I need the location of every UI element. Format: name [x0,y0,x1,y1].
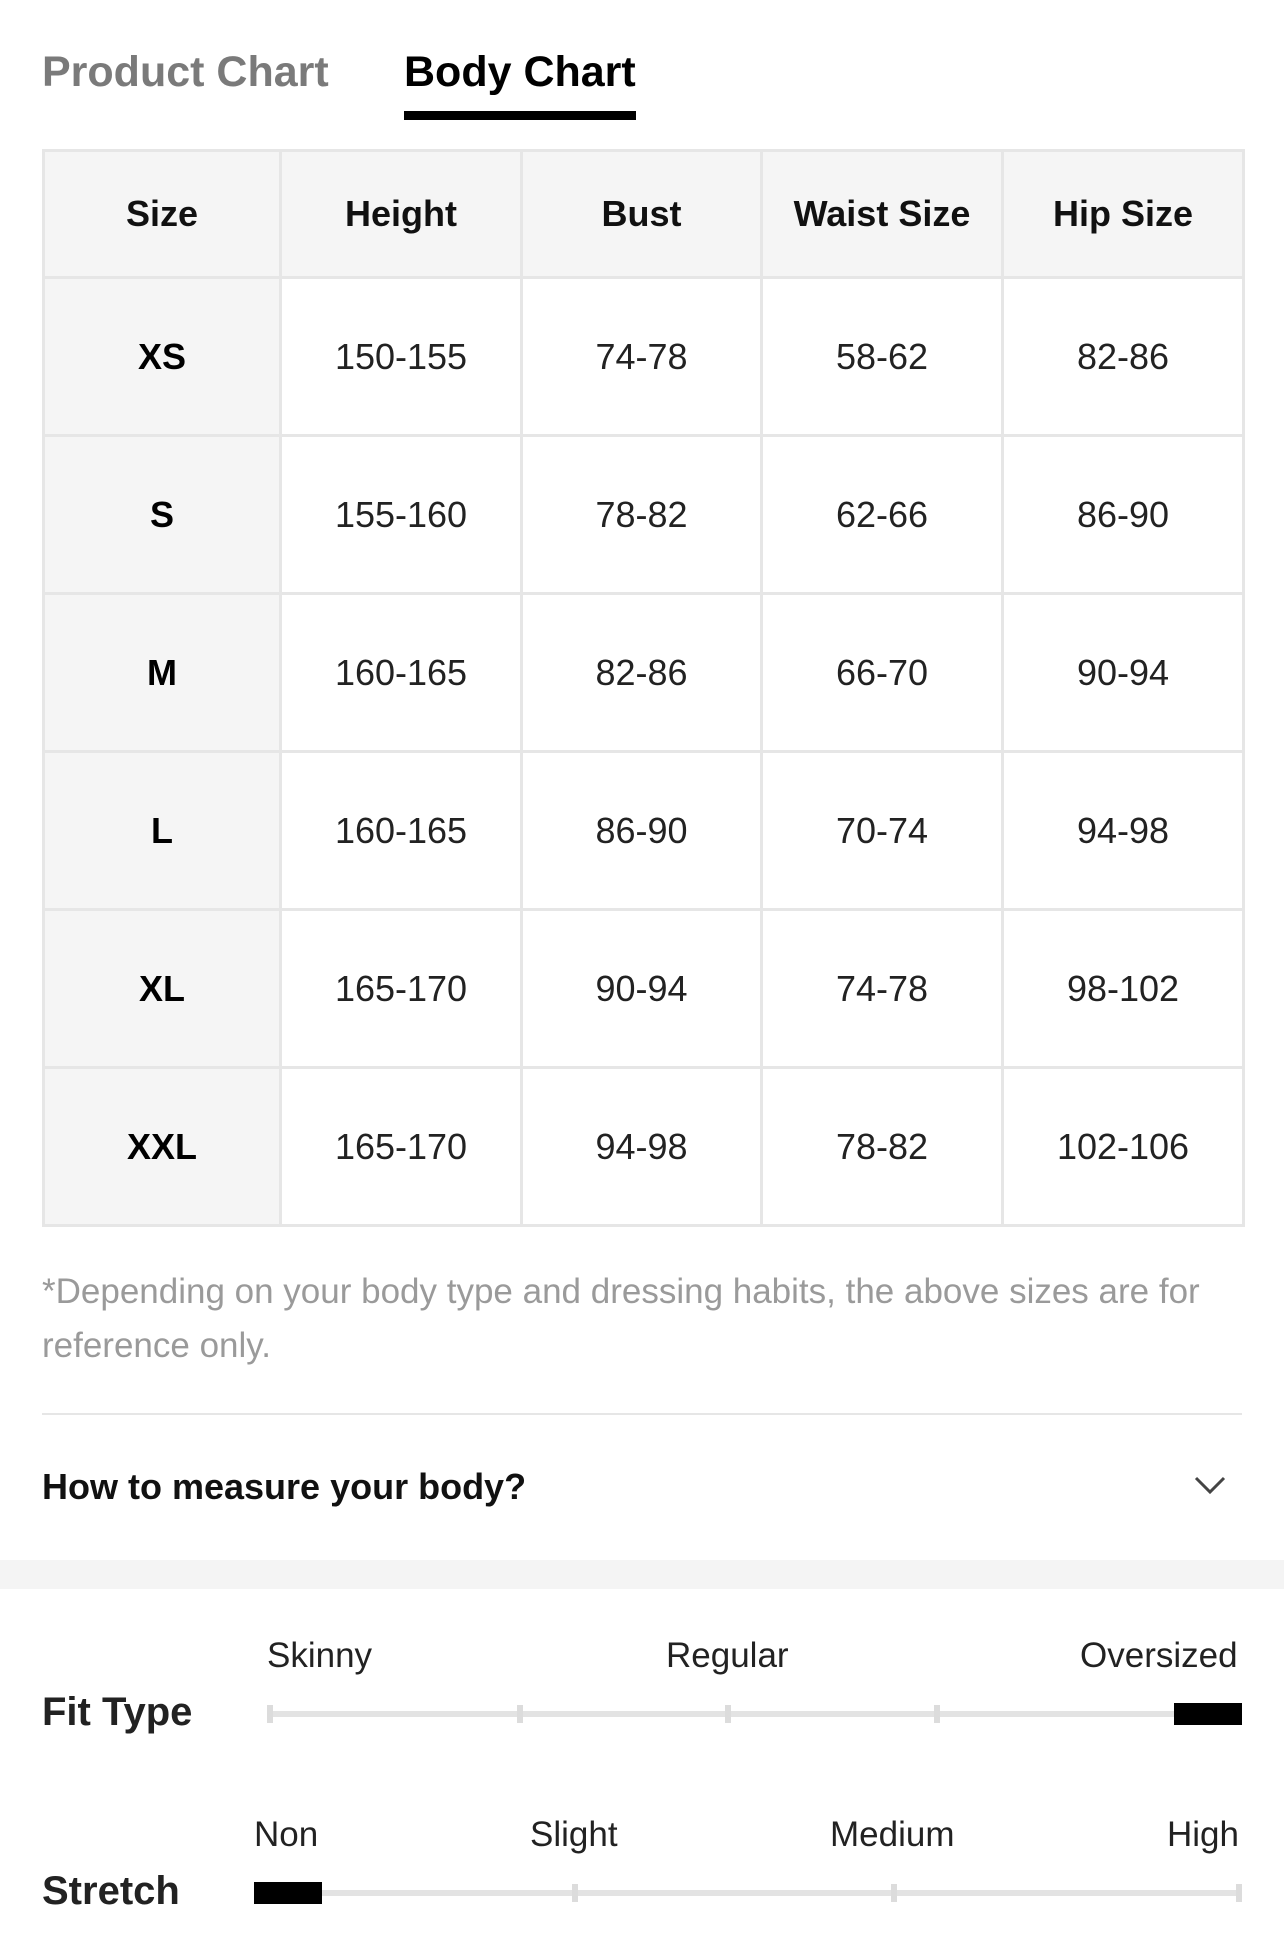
hip-cell: 102-106 [1003,1068,1244,1226]
bust-cell: 94-98 [522,1068,762,1226]
waist-cell: 78-82 [762,1068,1003,1226]
waist-cell: 70-74 [762,752,1003,910]
how-to-measure-label: How to measure your body? [42,1466,527,1507]
height-cell: 160-165 [281,752,522,910]
waist-cell: 74-78 [762,910,1003,1068]
size-cell: L [44,752,281,910]
stretch-tick [572,1884,578,1902]
table-row [44,752,1244,910]
stretch-track [254,1890,1242,1896]
height-cell: 165-170 [281,910,522,1068]
height-cell: 165-170 [281,1068,522,1226]
column-header-hip: Hip Size [1003,151,1244,278]
fit-tick [725,1705,731,1723]
stretch-tick [1236,1884,1242,1902]
bust-cell: 82-86 [522,594,762,752]
how-to-measure-accordion[interactable] [42,1440,1242,1536]
waist-cell: 66-70 [762,594,1003,752]
column-header-waist: Waist Size [762,151,1003,278]
stretch-label-medium: Medium [830,1815,955,1854]
waist-cell: 62-66 [762,436,1003,594]
tab-product-chart[interactable]: Product Chart [42,48,329,96]
column-header-size: Size [44,151,281,278]
body-size-table [42,149,1245,1227]
stretch-title: Stretch [42,1869,180,1913]
size-cell: XXL [44,1068,281,1226]
stretch-selected-marker [254,1882,322,1904]
hip-cell: 94-98 [1003,752,1244,910]
hip-cell: 86-90 [1003,436,1244,594]
fit-tick [517,1705,523,1723]
tab-body-chart[interactable]: Body Chart [404,48,636,122]
fit-label-regular: Regular [666,1636,789,1675]
waist-cell: 58-62 [762,278,1003,436]
table-row [44,436,1244,594]
size-disclaimer-note: *Depending on your body type and dressing habits, the above sizes are for reference only. [42,1272,1200,1365]
size-cell: S [44,436,281,594]
stretch-label-high: High [1167,1815,1239,1854]
column-header-bust: Bust [522,151,762,278]
stretch-tick [891,1884,897,1902]
bust-cell: 78-82 [522,436,762,594]
fit-type-title: Fit Type [42,1690,193,1734]
hip-cell: 90-94 [1003,594,1244,752]
size-cell: XS [44,278,281,436]
section-separator-band [0,1560,1284,1589]
height-cell: 155-160 [281,436,522,594]
section-divider [42,1413,1242,1415]
bust-cell: 74-78 [522,278,762,436]
height-cell: 160-165 [281,594,522,752]
bust-cell: 90-94 [522,910,762,1068]
stretch-label-non: Non [254,1815,319,1854]
fit-label-skinny: Skinny [267,1636,373,1675]
hip-cell: 82-86 [1003,278,1244,436]
size-cell: XL [44,910,281,1068]
table-header-row [44,151,1244,278]
height-cell: 150-155 [281,278,522,436]
chevron-down-icon[interactable] [1190,1470,1230,1500]
hip-cell: 98-102 [1003,910,1244,1068]
size-cell: M [44,594,281,752]
fit-type-track [267,1711,1242,1717]
stretch-label-slight: Slight [530,1815,618,1854]
fit-type-selected-marker [1174,1703,1242,1725]
fit-tick [934,1705,940,1723]
fit-tick [267,1705,273,1723]
bust-cell: 86-90 [522,752,762,910]
table-row [44,594,1244,752]
table-row [44,910,1244,1068]
fit-label-oversized: Oversized [1080,1636,1238,1675]
column-header-height: Height [281,151,522,278]
table-row [44,278,1244,436]
table-row [44,1068,1244,1226]
